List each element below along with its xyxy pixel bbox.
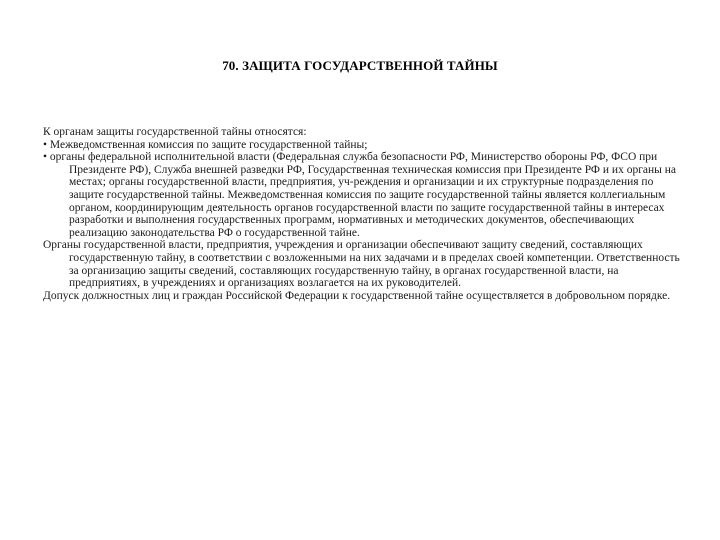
paragraph: Органы государственной власти, предприятия, учреждения и организации обеспечивают защиту сведений, составляющих государственную тайну, в соответствии с возложенными на них задачами и в пределах своей компетенции. Ответственность за организацию защиты сведений, составляющих государственную тайну, в органах государственной власти, на предприятиях, в учреждениях и организациях возлагается на их руководителей. — [43, 239, 680, 290]
page-title: 70. ЗАЩИТА ГОСУДАРСТВЕННОЙ ТАЙНЫ — [222, 58, 498, 73]
paragraph-intro: К органам защиты государственной тайны относятся: — [43, 126, 307, 138]
paragraph: Допуск должностных лиц и граждан Российской Федерации к государственной тайне осуществляется в добровольном порядке. — [43, 289, 671, 302]
list-item: • органы федеральной исполнительной власти (Федеральная служба безопасности РФ, Министерство обороны РФ, ФСО при Президенте РФ), Служба внешней разведки РФ, Государственная техническая комиссия при Президенте РФ и их органы на местах; органы государственной власти, предприятия, уч-реждения и организации и их структурные подразделения по защите государственной тайны. Межведомственная комиссия по защите государственной тайны является коллегиальным органом, координирующим деятельность органов государственной власти по защите государственной тайны в интересах разработки и выполнения государственных программ, нормативных и методических документов, обеспечивающих реализацию законодательства РФ о государственной тайне. — [43, 151, 677, 239]
body-text — [43, 126, 683, 302]
list-item: • Межведомственная комиссия по защите государственной тайны; — [43, 138, 368, 151]
